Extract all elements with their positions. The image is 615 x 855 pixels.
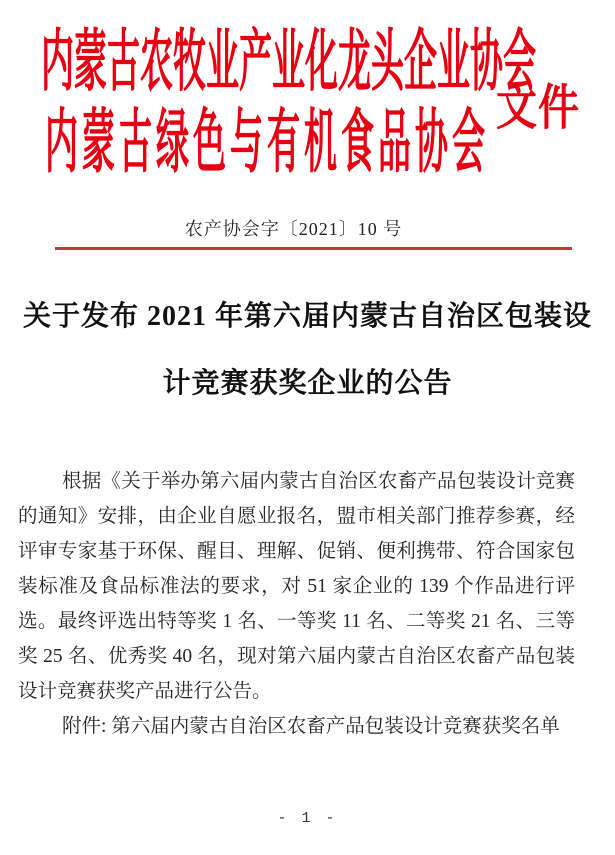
body-line: 评审专家基于环保、醒目、理解、促销、便利携带、符合国家包: [18, 541, 575, 562]
body-paragraph: [18, 464, 575, 744]
doc-type-label: 文件: [496, 80, 580, 135]
org-name-line-2: 内蒙古绿色与有机食品协会: [45, 106, 489, 183]
body-line: 的通知》安排，由企业自愿业报名，盟市相关部门推荐参赛，经: [18, 506, 575, 527]
body-line: 装标准及食品标准法的要求，对 51 家企业的 139 个作品进行评: [18, 576, 575, 597]
attachment-line: 附件: 第六届内蒙古自治区农畜产品包装设计竞赛获奖名单: [62, 716, 560, 737]
body-line: 根据《关于举办第六届内蒙古自治区农畜产品包装设计竞赛: [62, 471, 575, 492]
body-line: 设计竞赛获奖产品进行公告。: [18, 681, 272, 702]
body-line: 选。最终评选出特等奖 1 名、一等奖 11 名、二等奖 21 名、三等: [18, 611, 575, 632]
doc-title-line-1: 关于发布 2021 年第六届内蒙古自治区包装设: [22, 301, 592, 332]
doc-reference-number: 农产协会字〔2021〕10 号: [184, 219, 403, 239]
red-divider-rule: [55, 247, 572, 250]
doc-title-line-2: 计竞赛获奖企业的公告: [162, 368, 453, 399]
body-line: 奖 25 名、优秀奖 40 名，现对第六届内蒙古自治区农畜产品包装: [18, 646, 575, 667]
org-name-line-1: 内蒙古农牧业产业化龙头企业协会: [41, 26, 536, 101]
page-number: - 1 -: [277, 810, 338, 827]
